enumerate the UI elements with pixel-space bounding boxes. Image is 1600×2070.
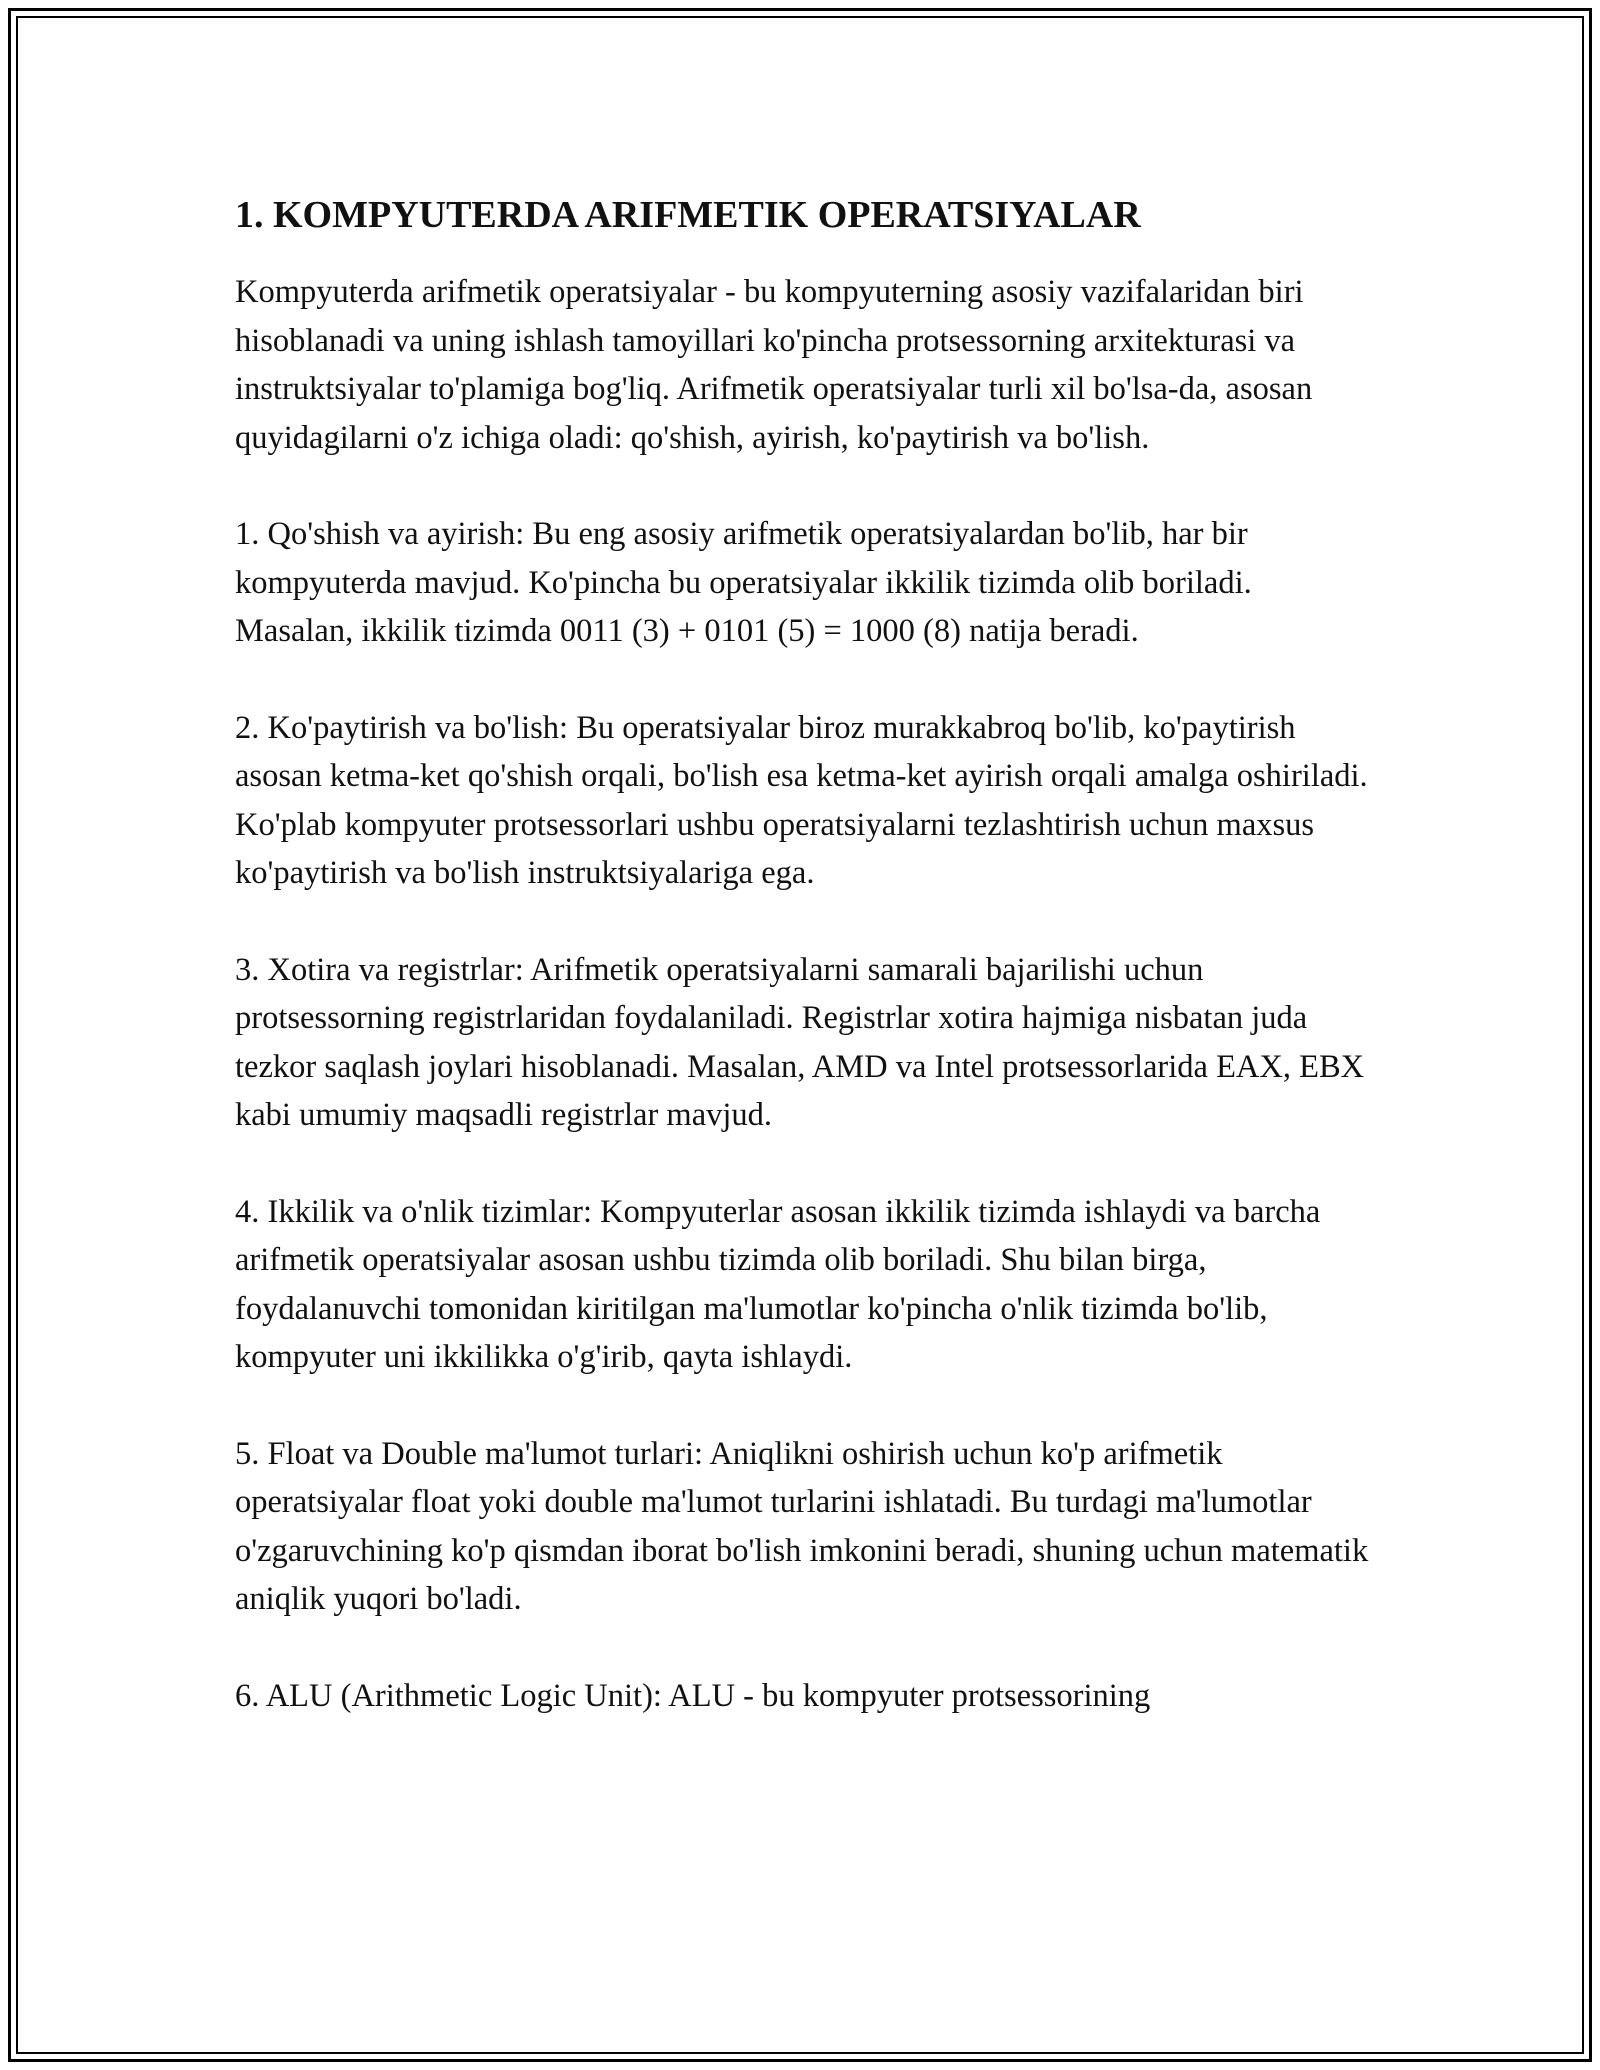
document-body (235, 186, 1375, 1768)
paragraph-alu: 6. ALU (Arithmetic Logic Unit): ALU - bu kompyuter protsessorining (235, 1677, 1151, 1714)
document-title: 1. KOMPYUTERDA ARIFMETIK OPERATSIYALAR (235, 194, 1141, 236)
paragraph-multiplication-division: 2. Ko'paytirish va bo'lish: Bu operatsiyalar biroz murakkabroq bo'lib, ko'paytirish asosan ketma-ket qo'shish orqali, bo'lish esa ketma-ket ayirish orqali amalga oshiriladi. Ko'plab kompyuter protsessorlari ushbu operatsiyalarni tezlashtirish uchun maxsus ko'paytirish va bo'lish instruktsiyalariga ega. (235, 709, 1368, 891)
paragraph-memory-registers: 3. Xotira va registrlar: Arifmetik operatsiyalarni samarali bajarilishi uchun protsessorning registrlaridan foydalaniladi. Registrlar xotira hajmiga nisbatan juda tezkor saqlash joylari hisoblanadi. Masalan, AMD va Intel protsessorlarida EAX, EBX kabi umumiy maqsadli registrlar mavjud. (235, 951, 1365, 1133)
paragraph-binary-decimal: 4. Ikkilik va o'nlik tizimlar: Kompyuterlar asosan ikkilik tizimda ishlaydi va barcha arifmetik operatsiyalar asosan ushbu tizimda olib boriladi. Shu bilan birga, foydalanuvchi tomonidan kiritilgan ma'lumotlar ko'pincha o'nlik tizimda bo'lib, kompyuter uni ikkilikka o'g'irib, qayta ishlaydi. (235, 1193, 1321, 1375)
intro-paragraph: Kompyuterda arifmetik operatsiyalar - bu kompyuterning asosiy vazifalaridan biri hisoblanadi va uning ishlash tamoyillari ko'pincha protsessorning arxitekturasi va instruktsiyalar to'plamiga bog'liq. Arifmetik operatsiyalar turli xil bo'lsa-da, asosan quyidagilarni o'z ichiga oladi: qo'shish, ayirish, ko'paytirish va bo'lish. (235, 274, 1313, 456)
paragraph-addition-subtraction: 1. Qo'shish va ayirish: Bu eng asosiy arifmetik operatsiyalardan bo'lib, har bir kompyuterda mavjud. Ko'pincha bu operatsiyalar ikkilik tizimda olib boriladi. Masalan, ikkilik tizimda 0011 (3) + 0101 (5) = 1000 (8) natija beradi. (235, 516, 1252, 649)
paragraph-float-double: 5. Float va Double ma'lumot turlari: Aniqlikni oshirish uchun ko'p arifmetik operatsiyalar float yoki double ma'lumot turlarini ishlatadi. Bu turdagi ma'lumotlar o'zgaruvchining ko'p qismdan iborat bo'lish imkonini beradi, shuning uchun matematik aniqlik yuqori bo'ladi. (235, 1435, 1369, 1617)
